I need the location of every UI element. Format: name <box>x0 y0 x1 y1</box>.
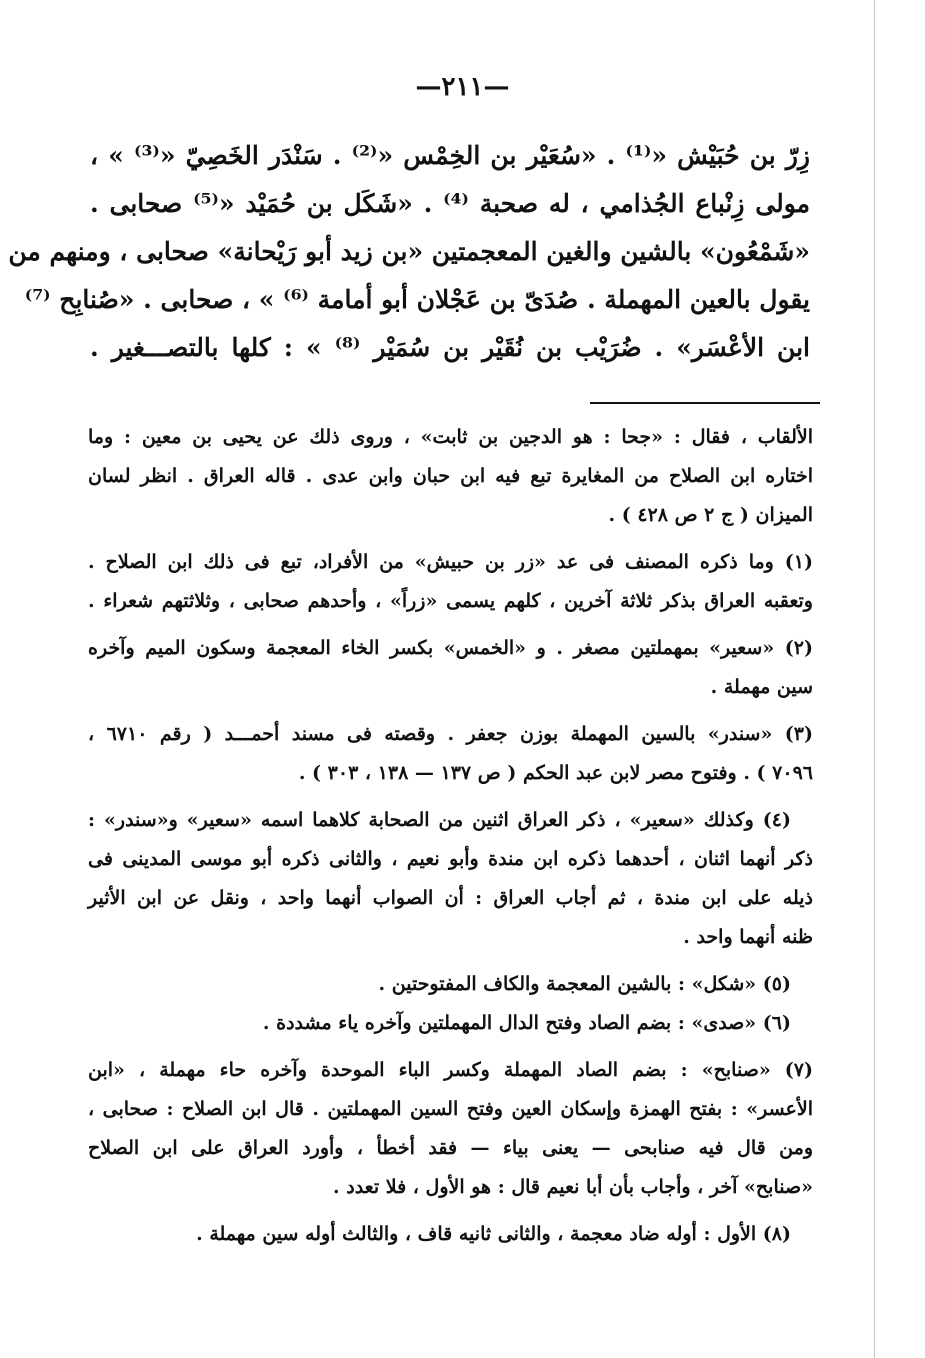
footnote-line: ٧٠٩٦ ) . وفتوح مصر لابن عبد الحكم ( ص ١٣٧ — ١٣٨ ، ٣٠٣ ) . <box>298 762 813 784</box>
footnote-line: سين مهملة . <box>710 676 813 698</box>
footnote-line: الألقاب ، فقال : «جحا : هو الدجين بن ثابت» ، وروى ذلك عن يحيى بن معين : وما <box>88 426 813 448</box>
footnote-3: (٣) «سندر» بالسين المهملة بوزن جعفر . وقصته فى مسند أحمـــد ( رقم ٦٧١٠ ، <box>88 723 813 745</box>
footnote-line: ظنه أنهما واحد . <box>683 926 813 948</box>
footnote-8: (٨) الأول : أوله ضاد معجمة ، والثانى ثانيه قاف ، والثالث أوله سين مهملة . <box>196 1223 791 1245</box>
footnote-1: (١) وما ذكره المصنف فى عد «زر بن حبيش» من الأفراد، تبع فى ذلك ابن الصلاح . <box>88 551 813 573</box>
footnote-7: (٧) «صنابح» : بضم الصاد المهملة وكسر الباء الموحدة وآخره حاء مهملة ، «ابن <box>88 1059 813 1081</box>
main-text-line: يقول بالعين المهملة . صُدَىّ بن عَجْلان أبو أمامة ⁽⁶⁾ » ، صحابى . «صُنابِح ⁽⁷⁾ <box>24 285 810 314</box>
footnote-line: اختاره ابن الصلاح من المغايرة تبع فيه ابن حبان وابن عدى . قاله العراق . انظر لسان <box>88 465 813 487</box>
footnote-5: (٥) «شكل» : بالشين المعجمة والكاف المفتوحتين . <box>378 973 791 995</box>
main-text-line: ابن الأعْسَر» . ضُرَيْب بن نُقَيْر بن سُمَيْر ⁽⁸⁾ » : كلها بالتصـــغير . <box>90 333 810 362</box>
footnote-line: ومن قال فيه صنابحى — يعنى بياء — فقد أخطأ ، وأورد العراق على ابن الصلاح <box>88 1137 813 1159</box>
footnote-4: (٤) وكذلك «سعير» ، ذكر العراق اثنين من الصحابة كلاهما اسمه «سعير» و«سندر» : <box>88 809 791 831</box>
footnote-separator-rule <box>590 402 820 404</box>
page-number: —٢١١— <box>415 72 510 102</box>
footnote-line: «صنابح» آخر ، وأجاب بأن أبا نعيم قال : هو الأول ، فلا تعدد . <box>333 1176 813 1198</box>
page-edge-line <box>874 0 875 1358</box>
footnote-2: (٢) «سعير» بمهملتين مصغر . و «الخمس» بكسر الخاء المعجمة وسكون الميم وآخره <box>88 637 813 659</box>
main-text-block <box>8 132 811 372</box>
footnote-line: الأعسر» : بفتح الهمزة وإسكان العين وفتح السين المهملتين . قال ابن الصلاح : صحابى ، <box>88 1098 813 1120</box>
footnote-line: الميزان ( ج ٢ ص ٤٢٨ ) . <box>608 504 813 526</box>
footnote-line: وتعقبه العراق بذكر ثلاثة آخرين ، كلهم يسمى «زراً» ، وأحدهم صحابى ، وثلاثتهم شعراء . <box>88 590 813 612</box>
footnote-line: ذكر أنهما اثنان ، أحدهما ذكره ابن مندة وأبو نعيم ، والثانى ذكره أبو موسى المدينى فى <box>88 848 813 870</box>
footnotes-block <box>88 418 813 1254</box>
main-text-line: مولى زِنْباع الجُذامي ، له صحبة ⁽⁴⁾ . «شَكَل بن حُمَيْد «⁽⁵⁾ صحابى . <box>90 189 811 218</box>
footnote-6: (٦) «صدى» : بضم الصاد وفتح الدال المهملتين وآخره ياء مشددة . <box>262 1012 791 1034</box>
footnote-line: ذيله على ابن مندة ، ثم أجاب العراق : أن الصواب أنهما واحد ، ونقل عن ابن الأثير <box>88 887 813 909</box>
main-text-line: زِرّ بن حُبَيْش «⁽¹⁾ . «سُعَيْر بن الخِمْس «⁽²⁾ . سَنْدَر الخَصِيّ «⁽³⁾ » ، <box>90 141 810 170</box>
main-text-line: «شَمْعُون» بالشين والغين المعجمتين «بن زيد أبو رَيْحانة» صحابى ، ومنهم من <box>8 237 810 266</box>
